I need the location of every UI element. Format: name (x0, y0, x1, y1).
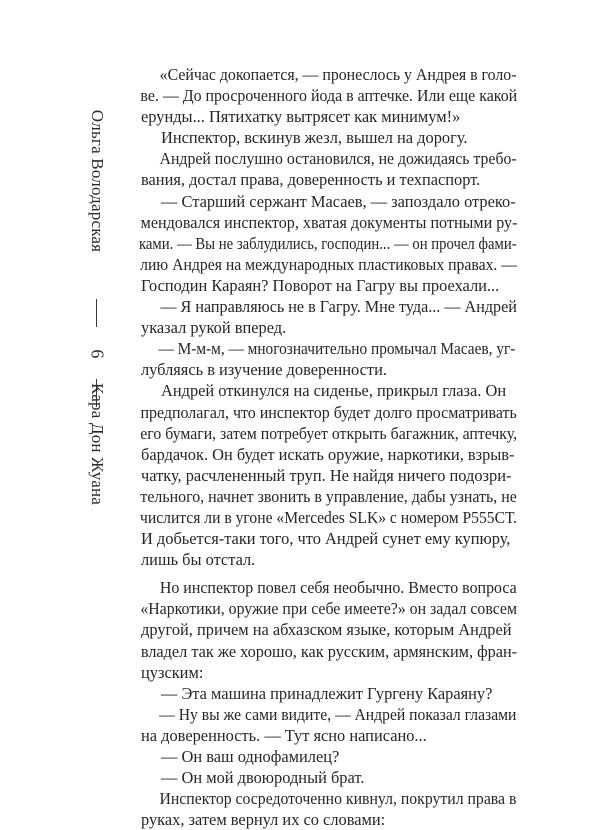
text-line: его бумаги, затем потребует открыть багажник, аптечку, (140, 423, 518, 443)
text-line: тельного, начнет звонить в управление, дабы узнать, не (140, 486, 517, 506)
author-name: Ольга Володарская (88, 109, 107, 253)
text-line: ве. — До просроченного йода в аптечке. Или еще какой (140, 86, 518, 106)
text-line: — Эта машина принадлежит Гургену Караяну? (161, 683, 493, 703)
paragraph (121, 296, 517, 338)
paragraph (121, 746, 517, 767)
text-line: — Ну вы же сами видите, — Андрей показал глазами (159, 704, 517, 724)
paragraph (121, 191, 517, 296)
text-line: чатку, расчлененный труп. Не найдя ничего подозри- (141, 465, 512, 485)
text-line: Андрей послушно остановился, не дожидаясь требо- (159, 149, 517, 169)
paragraph (121, 767, 517, 788)
text-line: указал рукой вперед. (141, 318, 287, 338)
paragraph (121, 683, 517, 704)
paragraph (121, 577, 517, 682)
text-line: бардачок. Он будет искать оружие, наркотики, взрыв- (141, 444, 515, 464)
paragraph (121, 380, 517, 570)
text-line: лишь бы отстал. (141, 550, 256, 570)
text-line: владел так же хорошо, как русским, армянским, фран- (140, 641, 518, 661)
text-line: числится ли в угоне «Mercedes SLK» с номером Р555СТ. (140, 507, 517, 527)
page-number: 6 (87, 349, 108, 359)
paragraph (121, 704, 517, 746)
paragraph (121, 127, 517, 148)
text-line: ками. — Вы не заблудились, господин... — он прочел фами- (138, 233, 517, 253)
text-line: лию Андрея на международных пластиковых правах. — (140, 254, 518, 274)
text-line: «Сейчас докопается, — пронеслось у Андрея в голо- (159, 65, 517, 84)
text-line: вания, достал права, доверенность и техпаспорт. (141, 170, 481, 190)
running-header (84, 86, 110, 526)
text-line: другой, причем на абхазском языке, которым Андрей (141, 620, 512, 640)
text-line: — М-м-м, — многозначительно промычал Масаев, уг- (158, 339, 516, 359)
text-line: — Он мой двоюродный брат. (161, 768, 365, 788)
text-line: мендовался инспектор, хватая документы потными ру- (140, 212, 518, 232)
paragraph (121, 148, 517, 190)
text-line: И добьется-таки того, что Андрей сунет ему купюру, (141, 529, 511, 549)
text-line: Инспектор, вскинув жезл, вышел на дорогу. (161, 128, 468, 148)
text-line: Инспектор сосредоточенно кивнул, покрутил права в (159, 789, 517, 809)
text-line: Но инспектор повел себя необычно. Вместо вопроса (159, 578, 517, 598)
text-line: руках, затем вернул их со словами: (141, 810, 386, 830)
paragraph (121, 64, 517, 127)
text-line: предполагал, что инспектор будет долго просматривать (140, 402, 517, 422)
text-line: — Я направляюсь не в Гагру. Мне туда... — Андрей (160, 297, 517, 317)
page-body (121, 64, 517, 830)
text-line: Господин Караян? Поворот на Гагру вы проехали... (141, 275, 500, 295)
text-line: — Старший сержант Масаев, — запоздало отреко- (161, 191, 516, 211)
paragraph (121, 788, 517, 830)
paragraph (121, 338, 517, 380)
header-divider (96, 299, 97, 327)
text-line: «Наркотики, оружие при себе имеете?» он задал совсем (140, 599, 517, 619)
text-line: лубляясь в изучение доверенности. (141, 360, 387, 380)
text-line: — Он ваш однофамилец? (161, 747, 340, 766)
text-line: Андрей откинулся на сиденье, прикрыл глаза. Он (161, 381, 507, 401)
text-line: цузским: (141, 662, 204, 682)
book-title: Кара Дон Жуана (88, 382, 107, 506)
text-line: ерунды... Пятихатку вытрясет как минимум!» (141, 107, 461, 127)
text-line: на доверенность. — Тут ясно написано... (141, 725, 427, 745)
